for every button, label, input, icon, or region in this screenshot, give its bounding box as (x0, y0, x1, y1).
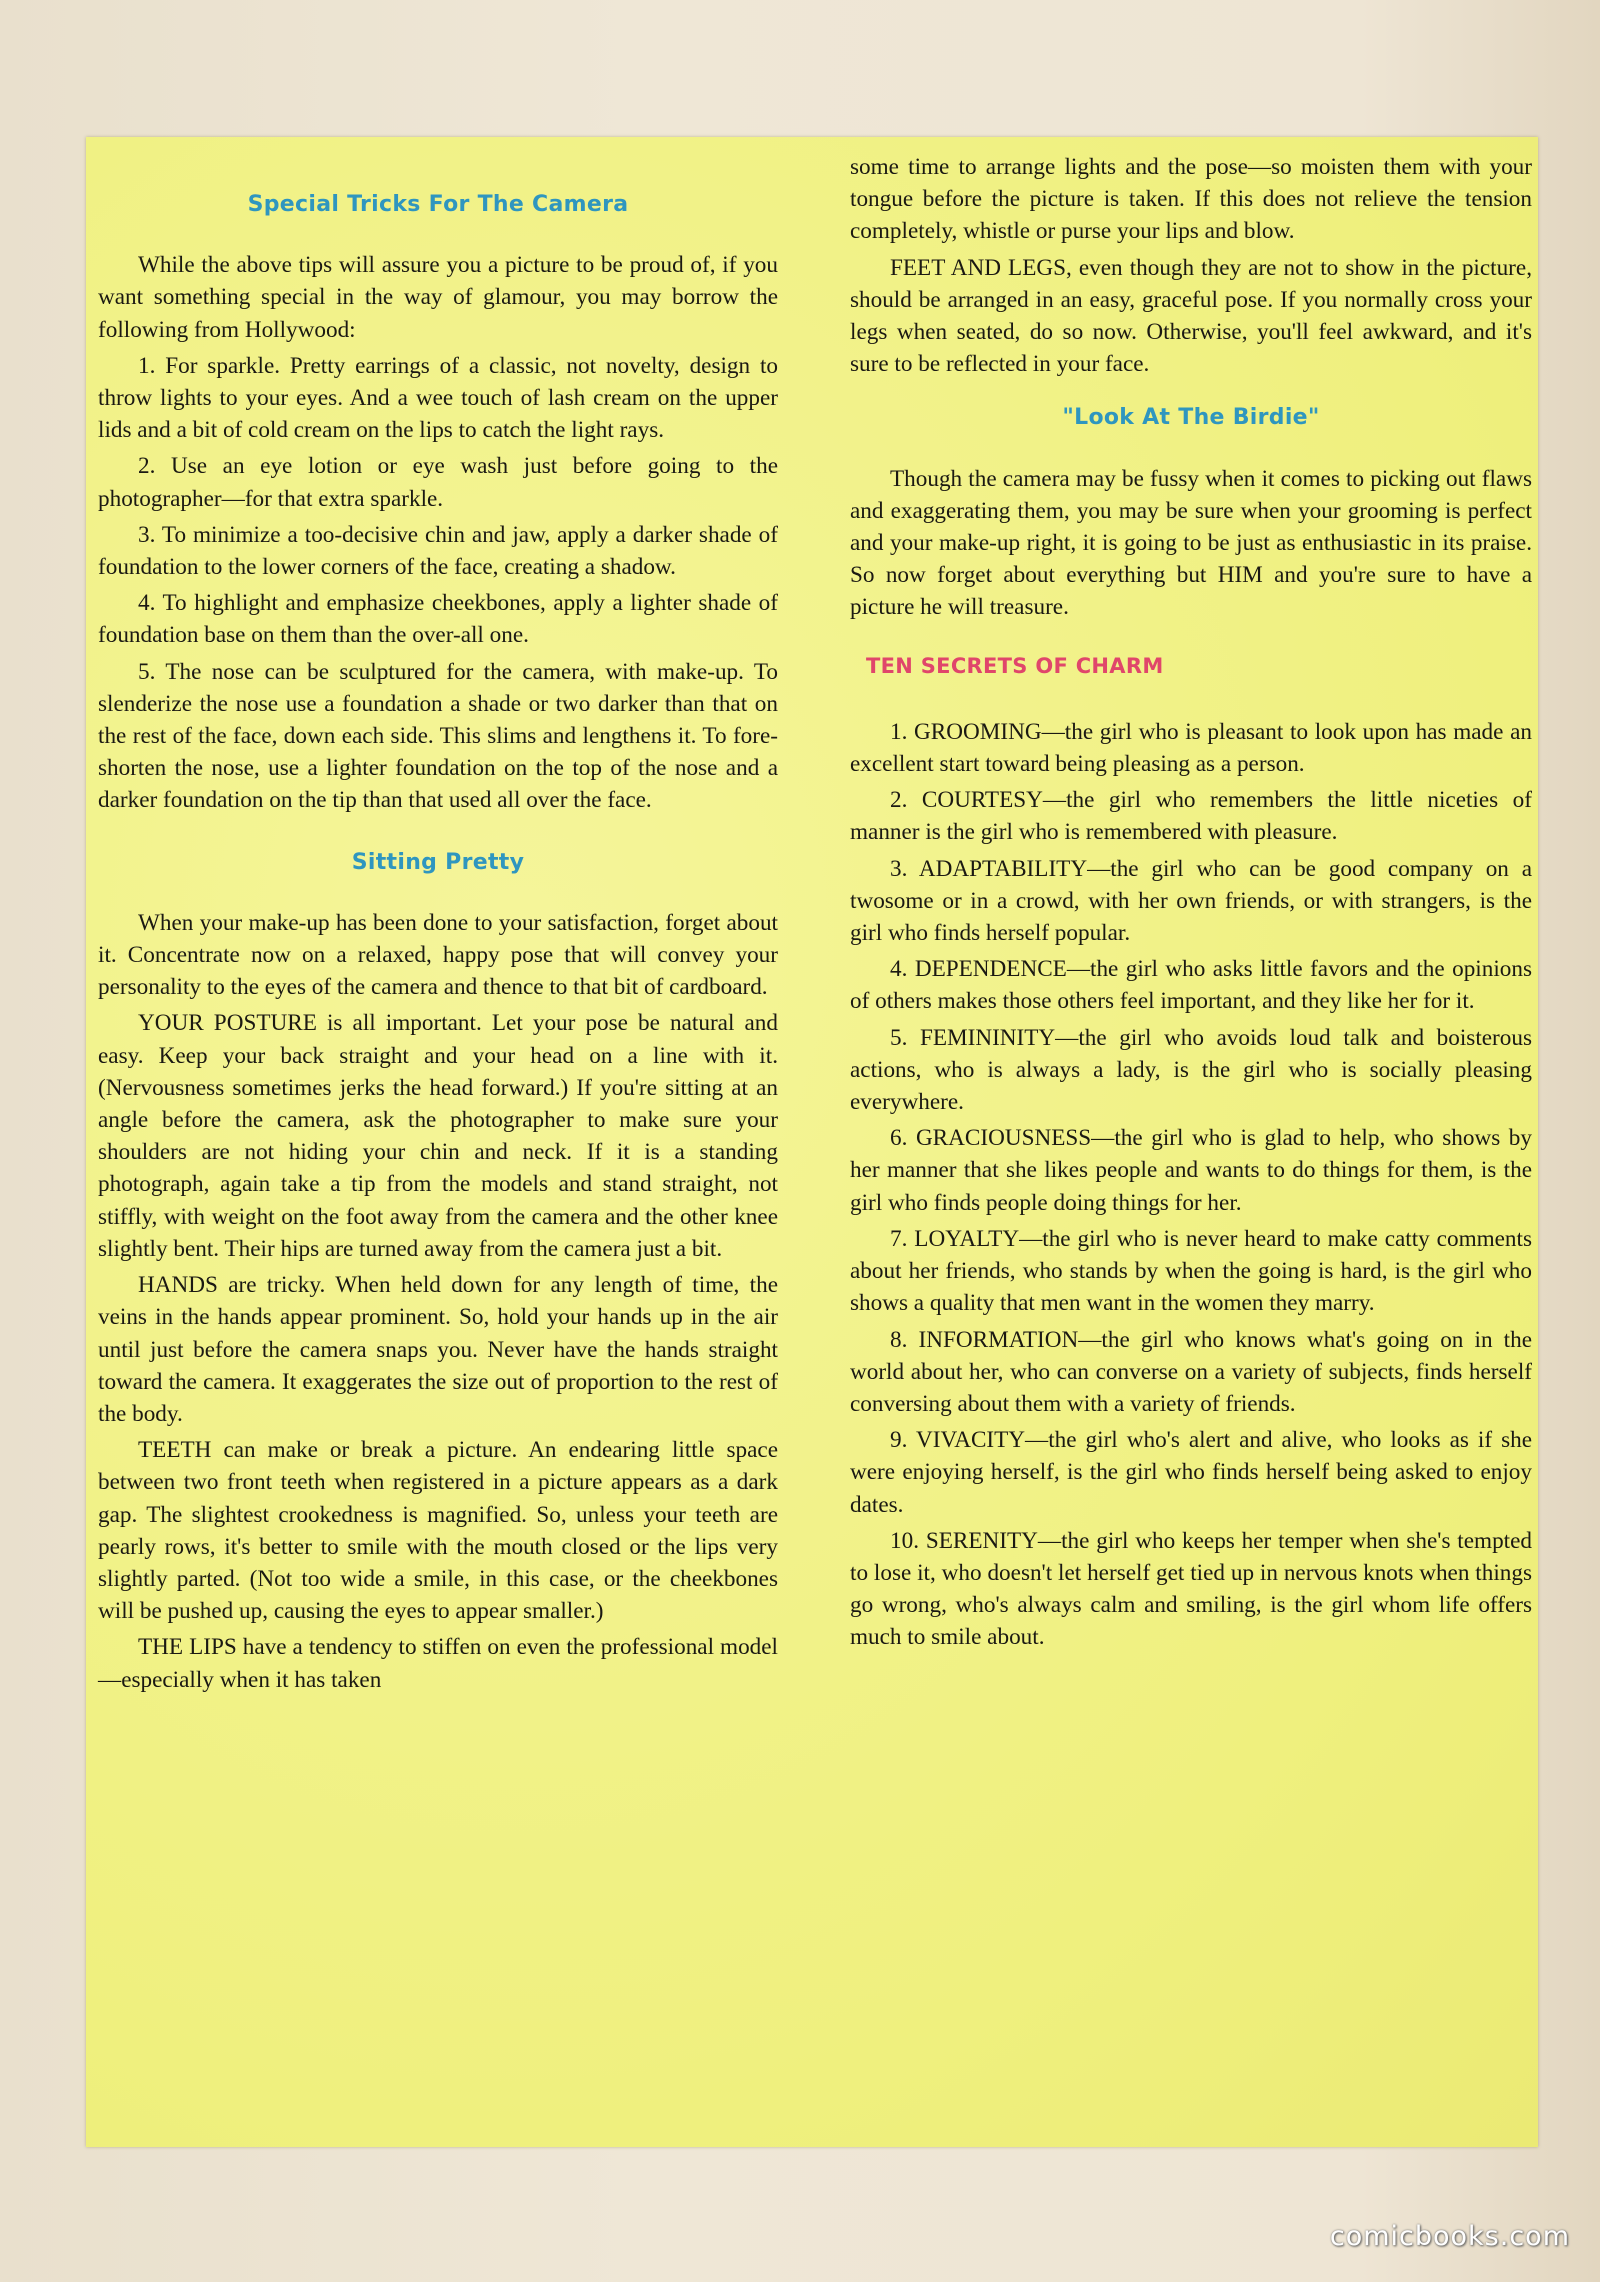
tip-item: 4. To highlight and emphasize cheekbones, apply a lighter shade of foundation base on them than the over-all one. (98, 590, 778, 649)
heading-special-tricks: Special Tricks For The Camera (247, 192, 629, 217)
tip-item: 3. To minimize a too-decisive chin and jaw, apply a darker shade of foundation to the lower corners of the face, creating a shadow. (98, 521, 778, 581)
paragraph: some time to arrange lights and the pose—so moisten them with your tongue before the picture is taken. If this does not relieve the tension completely, whistle or purse your lips and blow. (850, 154, 1532, 245)
charm-item: 6. GRACIOUSNESS—the girl who is glad to help, who shows by her manner that she likes people and wants to do things for them, is the girl who finds people doing things for her. (850, 1125, 1532, 1216)
charm-item: 5. FEMININITY—the girl who avoids loud talk and boisterous actions, who is always a lady, is the girl who is socially pleasing everywhere. (850, 1024, 1532, 1116)
tip-item: 5. The nose can be sculptured for the camera, with make-up. To slenderize the nose use a foundation a shade or two darker than that on the rest of the face, down each side. This slims and lengthens it. To fore-shorten the nose, use a lighter foundation on the top of the nose and a darker foundation on the tip than that used all over the face. (98, 658, 778, 814)
charm-item: 9. VIVACITY—the girl who's alert and alive, who looks as if she were enjoying herself, is the girl who finds herself being asked to enjoy dates. (850, 1427, 1532, 1518)
paragraph: YOUR POSTURE is all important. Let your pose be natural and easy. Keep your back straight and your head on a line with it. (Nervousness sometimes jerks the head forward.) If you're sitting at an angle before the camera, ask the photographer to make sure your shoulders are not hiding your chin and neck. If it is a standing photograph, again take a tip from the models and stand straight, not stiffly, with weight on the foot away from the camera and the other knee slightly bent. Their hips are turned away from the camera just a bit. (98, 1010, 778, 1262)
paragraph: Though the camera may be fussy when it comes to picking out flaws and exaggerating them, you may be sure when your grooming is perfect and your make-up right, it is going to be just as enthusiastic in its praise. So now forget about everything but HIM and you're sure to have a picture he will treasure. (850, 465, 1532, 621)
paragraph: THE LIPS have a tendency to stiffen on even the professional model—especially when it has taken (98, 1634, 778, 1693)
paragraph: HANDS are tricky. When held down for any length of time, the veins in the hands appear prominent. So, hold your hands up in the air until just before the camera snaps you. Never have the hands straight toward the camera. It exaggerates the size out of proportion to the rest of the body. (98, 1272, 778, 1427)
heading-look-at-the-birdie: "Look At The Birdie" (1062, 405, 1320, 431)
article-panel (86, 137, 1538, 2147)
heading-sitting-pretty: Sitting Pretty (351, 849, 525, 875)
paragraph: TEETH can make or break a picture. An endearing little space between two front teeth when registered in a picture appears as a dark gap. The slightest crookedness is magnified. So, unless your teeth are pearly rows, it's better to smile with the mouth closed or the lips very slightly parted. (Not too wide a smile, in this case, or the cheekbones will be pushed up, causing the eyes to appear smaller.) (98, 1437, 778, 1625)
right-column (850, 154, 1532, 1658)
left-column (98, 177, 778, 1700)
charm-item: 3. ADAPTABILITY—the girl who can be good company on a twosome or in a crowd, with her own friends, or with strangers, is the girl who finds herself popular. (850, 855, 1532, 947)
paragraph: When your make-up has been done to your satisfaction, forget about it. Concentrate now on a relaxed, happy pose that will convey your personality to the eyes of the camera and thence to that bit of cardboard. (98, 909, 778, 1001)
heading-ten-secrets: TEN SECRETS OF CHARM (866, 653, 1164, 678)
paragraph: FEET AND LEGS, even though they are not to show in the picture, should be arranged in an easy, graceful pose. If you normally cross your legs when seated, do so now. Otherwise, you'll feel awkward, and it's sure to be reflected in your face. (850, 254, 1532, 378)
charm-item: 7. LOYALTY—the girl who is never heard to make catty comments about her friends, who stands by when the going is hard, is the girl who shows a quality that men want in the women they marry. (850, 1225, 1532, 1317)
paragraph: While the above tips will assure you a picture to be proud of, if you want something special in the way of glamour, you may borrow the following from Hollywood: (98, 252, 778, 343)
charm-item: 2. COURTESY—the girl who remembers the little niceties of manner is the girl who is remembered with pleasure. (850, 787, 1532, 846)
tip-item: 2. Use an eye lotion or eye wash just before going to the photographer—for that extra sparkle. (98, 453, 778, 512)
charm-item: 1. GROOMING—the girl who is pleasant to look upon has made an excellent start toward being pleasing as a person. (850, 718, 1532, 778)
charm-item: 4. DEPENDENCE—the girl who asks little favors and the opinions of others makes those others feel important, and they like her for it. (850, 956, 1532, 1015)
charm-item: 8. INFORMATION—the girl who knows what's going on in the world about her, who can converse on a variety of subjects, finds herself conversing about them with a variety of friends. (850, 1326, 1532, 1417)
site-watermark: comicbooks.com (1329, 2221, 1570, 2252)
charm-item: 10. SERENITY—the girl who keeps her temper when she's tempted to lose it, who doesn't let herself get tied up in nervous knots when things go wrong, who's always calm and smiling, is the girl whom life offers much to smile about. (850, 1527, 1532, 1651)
tip-item: 1. For sparkle. Pretty earrings of a classic, not novelty, design to throw lights to your eyes. And a wee touch of lash cream on the upper lids and a bit of cold cream on the lips to catch the light rays. (98, 352, 778, 444)
